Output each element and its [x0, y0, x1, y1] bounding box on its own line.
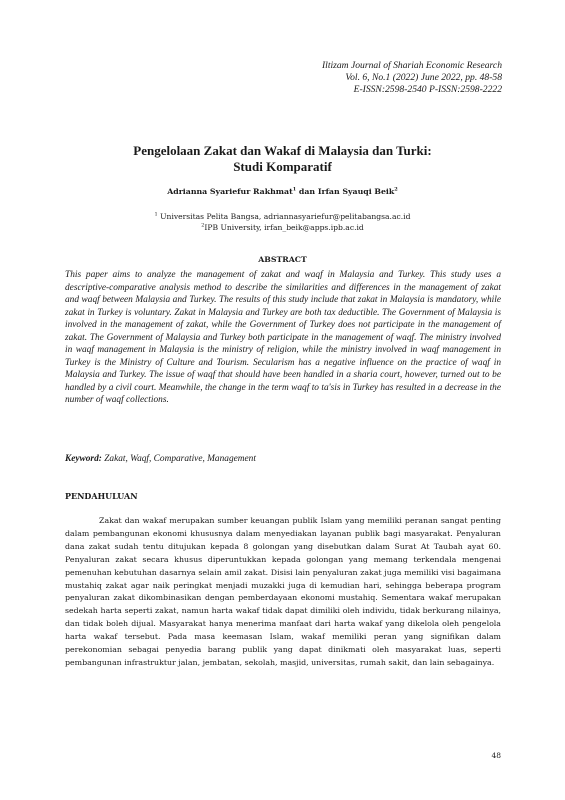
author-list: [0, 187, 565, 197]
affiliation-1-mark: 1: [154, 211, 158, 218]
title-line-2: Studi Komparatif: [233, 159, 332, 174]
author-1: Adrianna Syariefur Rakhmat: [167, 187, 293, 196]
journal-name: Iltizam Journal of Shariah Economic Research: [321, 60, 502, 71]
paper-title: [0, 143, 565, 175]
keywords-values: Zakat, Waqf, Comparative, Management: [101, 454, 256, 464]
affiliation-2-text: IPB University, irfan_beik@apps.ipb.ac.id: [204, 223, 364, 232]
keywords-label: Keyword:: [65, 454, 102, 464]
affiliation-2: [0, 222, 565, 233]
keywords-line: [65, 453, 501, 465]
page-number: 48: [491, 751, 501, 760]
author-2-affiliation-mark: 2: [394, 186, 398, 193]
journal-issn: E-ISSN:2598-2540 P-ISSN:2598-2222: [353, 84, 502, 95]
body-paragraph: Zakat dan wakaf merupakan sumber keuangan publik Islam yang memiliki peranan sangat penting dalam pembangunan ekonomi khususnya dalam menyediakan layanan publik bagi masyarakat. Penyaluran dana zakat sudah tentu ditujukan kepada 8 golongan yang disebutkan dalam Surat At Taubah ayat 60. Penyaluran zakat secara khusus diperuntukkan kepada golongan yang memang terkendala mengenai pemenuhan kebutuhan dasarnya selain amil zakat. Disisi lain penyaluran zakat juga memiliki visi bagaimana mustahiq zakat agar naik peringkat menjadi muzakki juga di kemudian hari, sehingga beberapa program penyaluran zakat dikombinasikan dengan pemberdayaan ekonomi mustahiq. Sementara wakaf merupakan sedekah harta seperti zakat, namun harta wakaf tidak dapat dimiliki oleh individu, tidak berkurang nilainya, dan tidak boleh dijual. Masyarakat hanya menerima manfaat dari harta wakaf yang dikelola oleh pengelola harta wakaf tersebut. Pada masa keemasan Islam, wakaf memiliki peran yang signifikan dalam perekonomian sebagai penyedia barang publik yang dapat dinikmati oleh masyarakat luas, seperti pembangunan infrastruktur jalan, jembatan, sekolah, masjid, universitas, rumah sakit, dan lain sebagainya.: [65, 516, 501, 667]
author-1-affiliation-mark: 1: [292, 186, 297, 193]
title-line-1: Pengelolaan Zakat dan Wakaf di Malaysia dan Turki:: [133, 143, 432, 158]
author-separator: dan: [296, 187, 318, 196]
affiliation-2-mark: 2: [201, 222, 205, 229]
journal-header: [322, 60, 502, 96]
abstract-heading: ABSTRACT: [258, 255, 307, 264]
section-heading: PENDAHULUAN: [65, 491, 138, 501]
affiliation-1-text: Universitas Pelita Bangsa, adriannasyariefur@pelitabangsa.ac.id: [157, 212, 411, 221]
abstract-text: This paper aims to analyze the management of zakat and waqf in Malaysia and Turkey. This study uses a descriptive-comparative analysis method to describe the similarities and differences in the management of zakat and waqf between Malaysia and Turkey. The results of this study include that zakat in Malaysia is mandatory, while zakat in Turkey is voluntary. Zakat in Malaysia and Turkey are both tax deductible. The Government of Malaysia is involved in the management of zakat, while the Government of Turkey does not participate in the management of zakat. The Government of Malaysia and Turkey both participate in the management of waqf. The ministry involved in waqf management in Malaysia is the ministry of religion, while the ministry involved in waqf management in Turkey is the Ministry of Culture and Tourism. Secularism has a negative influence on the practice of waqf in Malaysia and Turkey. The issue of waqf that should have been handled in a sharia court, however, turned out to be handled by a civil court. Meanwhile, the change in the term waqf to ta'sis in Turkey has resulted in a decrease in the number of waqf collections.: [65, 270, 501, 405]
journal-volume: Vol. 6, No.1 (2022) June 2022, pp. 48-58: [345, 72, 502, 83]
affiliation-1: [0, 211, 565, 222]
affiliations: [0, 211, 565, 233]
author-2: Irfan Syauqi Beik: [317, 187, 395, 196]
